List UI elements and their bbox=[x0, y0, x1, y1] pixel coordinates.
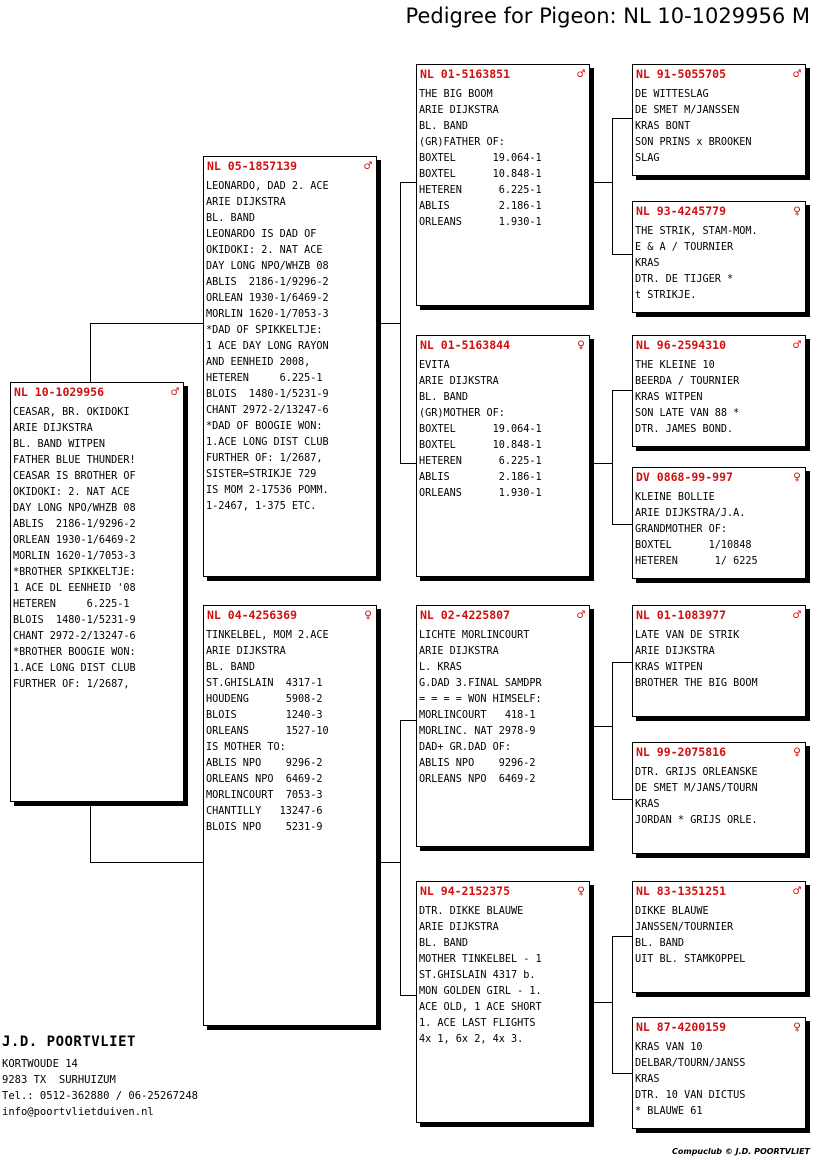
female-symbol-icon: ♀ bbox=[577, 337, 585, 353]
connector-line bbox=[377, 862, 401, 863]
pigeon-card-dam[interactable] bbox=[203, 605, 377, 1026]
pigeon-info-line: MORLIN 1620-1/7053-3 bbox=[13, 551, 136, 562]
pigeon-info-line: 1-2467, 1-375 ETC. bbox=[206, 501, 317, 512]
pigeon-card-sire-sire[interactable] bbox=[416, 64, 590, 306]
pigeon-info-line: t STRIKJE. bbox=[635, 290, 697, 301]
connector-line bbox=[400, 720, 417, 721]
pigeon-info-line: (GR)FATHER OF: bbox=[419, 137, 505, 148]
pigeon-card-sire[interactable] bbox=[203, 156, 377, 577]
pigeon-header bbox=[633, 65, 805, 81]
connector-line bbox=[590, 463, 613, 464]
pigeon-header bbox=[633, 336, 805, 352]
pigeon-card-sss[interactable] bbox=[632, 64, 806, 176]
breeder-address: KORTWOUDE 14 bbox=[2, 1058, 78, 1070]
pigeon-info-line: DIKKE BLAUWE bbox=[635, 906, 709, 917]
pigeon-info-line: 1.ACE LONG DIST CLUB bbox=[206, 437, 329, 448]
pigeon-info-line: LEONARDO IS DAD OF bbox=[206, 229, 317, 240]
pigeon-info-line: HETEREN 1/ 6225 bbox=[635, 556, 758, 567]
ring-number: NL 01-5163851 bbox=[420, 67, 511, 81]
pigeon-card-sds[interactable] bbox=[632, 335, 806, 447]
pigeon-card-dds[interactable] bbox=[632, 881, 806, 993]
ring-number: NL 96-2594310 bbox=[636, 338, 727, 352]
connector-line bbox=[90, 862, 204, 863]
male-symbol-icon: ♂ bbox=[171, 384, 179, 400]
pigeon-info-line: ABLIS 2186-1/9296-2 bbox=[13, 519, 136, 530]
pigeon-info-line: BLOIS 1240-3 bbox=[206, 710, 323, 721]
connector-line bbox=[400, 182, 417, 183]
pigeon-info-line: ARIE DIJKSTRA bbox=[419, 105, 499, 116]
connector-line bbox=[612, 254, 633, 255]
connector-line bbox=[590, 182, 613, 183]
pigeon-info-line: BL. BAND bbox=[419, 121, 469, 132]
pigeon-info-line: DAD+ GR.DAD OF: bbox=[419, 742, 512, 753]
pigeon-header bbox=[204, 157, 376, 173]
pigeon-info-line: ABLIS NPO 9296-2 bbox=[206, 758, 323, 769]
pigeon-header bbox=[417, 336, 589, 352]
connector-line bbox=[612, 662, 633, 663]
connector-line bbox=[612, 936, 613, 1074]
pigeon-info-line: *DAD OF SPIKKELTJE: bbox=[206, 325, 323, 336]
pigeon-description bbox=[635, 490, 805, 570]
pigeon-card-sdd[interactable] bbox=[632, 467, 806, 579]
pigeon-info-line: ORLEANS 1.930-1 bbox=[419, 488, 542, 499]
male-symbol-icon: ♂ bbox=[364, 158, 372, 174]
pigeon-card-ddd[interactable] bbox=[632, 1017, 806, 1129]
pigeon-info-line: ORLEANS 1527-10 bbox=[206, 726, 329, 737]
breeder-phone: Tel.: 0512-362880 / 06-25267248 bbox=[2, 1090, 198, 1102]
pigeon-description bbox=[635, 1040, 805, 1120]
male-symbol-icon: ♂ bbox=[577, 66, 585, 82]
pigeon-info-line: DE WITTESLAG bbox=[635, 89, 709, 100]
connector-line bbox=[590, 726, 613, 727]
pigeon-info-line: BL. BAND bbox=[419, 938, 469, 949]
pigeon-info-line: ARIE DIJKSTRA bbox=[419, 922, 499, 933]
pigeon-card-subject[interactable] bbox=[10, 382, 184, 802]
pigeon-info-line: ARIE DIJKSTRA bbox=[419, 376, 499, 387]
pigeon-info-line: ARIE DIJKSTRA bbox=[419, 646, 499, 657]
pigeon-header bbox=[417, 606, 589, 622]
pigeon-info-line: DE SMET M/JANSSEN bbox=[635, 105, 740, 116]
connector-line bbox=[612, 662, 613, 800]
pigeon-info-line: ORLEANS NPO 6469-2 bbox=[206, 774, 323, 785]
ring-number: NL 05-1857139 bbox=[207, 159, 298, 173]
pigeon-info-line: *BROTHER SPIKKELTJE: bbox=[13, 567, 136, 578]
breeder-name: J.D. POORTVLIET bbox=[2, 1034, 136, 1050]
pigeon-info-line: DELBAR/TOURN/JANSS bbox=[635, 1058, 746, 1069]
male-symbol-icon: ♂ bbox=[793, 66, 801, 82]
pigeon-description bbox=[206, 179, 376, 515]
pigeon-header bbox=[204, 606, 376, 622]
pigeon-info-line: CEASAR IS BROTHER OF bbox=[13, 471, 136, 482]
pigeon-description bbox=[635, 628, 805, 692]
pigeon-info-line: DTR. 10 VAN DICTUS bbox=[635, 1090, 746, 1101]
pigeon-description bbox=[635, 87, 805, 167]
connector-line bbox=[377, 323, 401, 324]
pigeon-info-line: FATHER BLUE THUNDER! bbox=[13, 455, 136, 466]
ring-number: NL 10-1029956 bbox=[14, 385, 105, 399]
pigeon-header bbox=[633, 202, 805, 218]
pigeon-info-line: SON PRINS x BROOKEN bbox=[635, 137, 752, 148]
pigeon-info-line: *BROTHER BOOGIE WON: bbox=[13, 647, 136, 658]
pigeon-header bbox=[11, 383, 183, 399]
pigeon-info-line: LICHTE MORLINCOURT bbox=[419, 630, 530, 641]
pigeon-info-line: SISTER=STRIKJE 729 bbox=[206, 469, 317, 480]
pigeon-info-line: BOXTEL 10.848-1 bbox=[419, 440, 542, 451]
pigeon-info-line: CHANTILLY 13247-6 bbox=[206, 806, 323, 817]
ring-number: NL 99-2075816 bbox=[636, 745, 727, 759]
pigeon-info-line: KRAS WITPEN bbox=[635, 392, 703, 403]
pigeon-info-line: THE KLEINE 10 bbox=[635, 360, 715, 371]
pigeon-description bbox=[206, 628, 376, 836]
pigeon-info-line: DTR. DE TIJGER * bbox=[635, 274, 734, 285]
pigeon-info-line: ST.GHISLAIN 4317-1 bbox=[206, 678, 323, 689]
connector-line bbox=[612, 118, 633, 119]
connector-line bbox=[590, 1002, 613, 1003]
pigeon-info-line: KRAS bbox=[635, 258, 660, 269]
pigeon-info-line: 1 ACE DAY LONG RAYON bbox=[206, 341, 329, 352]
pigeon-info-line: 4x 1, 6x 2, 4x 3. bbox=[419, 1034, 524, 1045]
page-title: Pedigree for Pigeon: NL 10-1029956 M bbox=[405, 4, 810, 28]
pigeon-info-line: OKIDOKI: 2. NAT ACE bbox=[206, 245, 323, 256]
pigeon-info-line: THE BIG BOOM bbox=[419, 89, 493, 100]
pigeon-header bbox=[633, 468, 805, 484]
pigeon-info-line: DTR. JAMES BOND. bbox=[635, 424, 734, 435]
female-symbol-icon: ♀ bbox=[793, 203, 801, 219]
pigeon-info-line: ARIE DIJKSTRA bbox=[206, 197, 286, 208]
pigeon-info-line: L. KRAS bbox=[419, 662, 462, 673]
connector-line bbox=[612, 524, 633, 525]
pigeon-info-line: SON LATE VAN 88 * bbox=[635, 408, 740, 419]
breeder-email[interactable]: info@poortvlietduiven.nl bbox=[2, 1106, 154, 1118]
pigeon-info-line: IS MOM 2-17536 POMM. bbox=[206, 485, 329, 496]
pigeon-card-dsd[interactable] bbox=[632, 742, 806, 854]
pigeon-info-line: MOTHER TINKELBEL - 1 bbox=[419, 954, 542, 965]
pigeon-header bbox=[417, 882, 589, 898]
pigeon-description bbox=[419, 358, 589, 502]
pigeon-info-line: THE STRIK, STAM-MOM. bbox=[635, 226, 758, 237]
pigeon-info-line: JORDAN * GRIJS ORLE. bbox=[635, 815, 758, 826]
pigeon-info-line: *DAD OF BOOGIE WON: bbox=[206, 421, 323, 432]
pigeon-info-line: BL. BAND bbox=[206, 662, 256, 673]
pigeon-info-line: TINKELBEL, MOM 2.ACE bbox=[206, 630, 329, 641]
pigeon-description bbox=[635, 224, 805, 304]
footer-credit: Compuclub © J.D. POORTVLIET bbox=[672, 1147, 810, 1156]
pigeon-info-line: OKIDOKI: 2. NAT ACE bbox=[13, 487, 130, 498]
pigeon-info-line: CHANT 2972-2/13247-6 bbox=[206, 405, 329, 416]
pigeon-info-line: KRAS VAN 10 bbox=[635, 1042, 703, 1053]
pigeon-info-line: E & A / TOURNIER bbox=[635, 242, 734, 253]
pigeon-info-line: KRAS BONT bbox=[635, 121, 691, 132]
pigeon-description bbox=[419, 904, 589, 1048]
pigeon-info-line: KLEINE BOLLIE bbox=[635, 492, 715, 503]
pigeon-header bbox=[633, 1018, 805, 1034]
ring-number: NL 01-1083977 bbox=[636, 608, 727, 622]
male-symbol-icon: ♂ bbox=[577, 607, 585, 623]
pigeon-info-line: MORLIN 1620-1/7053-3 bbox=[206, 309, 329, 320]
male-symbol-icon: ♂ bbox=[793, 607, 801, 623]
female-symbol-icon: ♀ bbox=[364, 607, 372, 623]
pigeon-header bbox=[633, 606, 805, 622]
pigeon-info-line: JANSSEN/TOURNIER bbox=[635, 922, 734, 933]
pigeon-info-line: ARIE DIJKSTRA bbox=[206, 646, 286, 657]
pigeon-info-line: BL. BAND WITPEN bbox=[13, 439, 106, 450]
pigeon-info-line: ARIE DIJKSTRA bbox=[13, 423, 93, 434]
pigeon-info-line: ACE OLD, 1 ACE SHORT bbox=[419, 1002, 542, 1013]
male-symbol-icon: ♂ bbox=[793, 337, 801, 353]
connector-line bbox=[400, 720, 401, 996]
pigeon-info-line: KRAS bbox=[635, 1074, 660, 1085]
pigeon-info-line: HETEREN 6.225-1 bbox=[419, 185, 542, 196]
pigeon-info-line: MORLINCOURT 418-1 bbox=[419, 710, 536, 721]
pigeon-info-line: BOXTEL 19.064-1 bbox=[419, 424, 542, 435]
connector-line bbox=[90, 323, 204, 324]
pigeon-card-ssd[interactable] bbox=[632, 201, 806, 313]
pigeon-description bbox=[635, 904, 805, 968]
pigeon-info-line: DAY LONG NPO/WHZB 08 bbox=[206, 261, 329, 272]
pigeon-info-line: HETEREN 6.225-1 bbox=[206, 373, 323, 384]
connector-line bbox=[612, 1073, 633, 1074]
pigeon-info-line: 1. ACE LAST FLIGHTS bbox=[419, 1018, 536, 1029]
pigeon-info-line: LEONARDO, DAD 2. ACE bbox=[206, 181, 329, 192]
pigeon-header bbox=[633, 743, 805, 759]
pigeon-card-dss[interactable] bbox=[632, 605, 806, 717]
pigeon-info-line: BOXTEL 19.064-1 bbox=[419, 153, 542, 164]
pigeon-info-line: ORLEANS NPO 6469-2 bbox=[419, 774, 536, 785]
pigeon-info-line: MORLINC. NAT 2978-9 bbox=[419, 726, 536, 737]
pigeon-info-line: G.DAD 3.FINAL SAMDPR bbox=[419, 678, 542, 689]
connector-line bbox=[400, 182, 401, 464]
pigeon-info-line: 1.ACE LONG DIST CLUB bbox=[13, 663, 136, 674]
ring-number: NL 94-2152375 bbox=[420, 884, 511, 898]
pigeon-info-line: BOXTEL 10.848-1 bbox=[419, 169, 542, 180]
pigeon-info-line: ORLEAN 1930-1/6469-2 bbox=[13, 535, 136, 546]
pigeon-info-line: BLOIS NPO 5231-9 bbox=[206, 822, 323, 833]
pigeon-info-line: KRAS WITPEN bbox=[635, 662, 703, 673]
pigeon-info-line: BLOIS 1480-1/5231-9 bbox=[206, 389, 329, 400]
pigeon-info-line: HETEREN 6.225-1 bbox=[419, 456, 542, 467]
pigeon-info-line: ARIE DIJKSTRA/J.A. bbox=[635, 508, 746, 519]
pigeon-info-line: UIT BL. STAMKOPPEL bbox=[635, 954, 746, 965]
female-symbol-icon: ♀ bbox=[793, 744, 801, 760]
ring-number: NL 91-5055705 bbox=[636, 67, 727, 81]
pigeon-info-line: GRANDMOTHER OF: bbox=[635, 524, 728, 535]
female-symbol-icon: ♀ bbox=[577, 883, 585, 899]
pigeon-info-line: DAY LONG NPO/WHZB 08 bbox=[13, 503, 136, 514]
breeder-city: 9283 TX SURHUIZUM bbox=[2, 1074, 116, 1086]
connector-line bbox=[612, 936, 633, 937]
pigeon-info-line: LATE VAN DE STRIK bbox=[635, 630, 740, 641]
pigeon-card-sire-dam[interactable] bbox=[416, 335, 590, 577]
pigeon-info-line: ABLIS 2.186-1 bbox=[419, 201, 542, 212]
pigeon-info-line: BL. BAND bbox=[419, 392, 469, 403]
connector-line bbox=[400, 463, 417, 464]
pigeon-info-line: CEASAR, BR. OKIDOKI bbox=[13, 407, 130, 418]
pigeon-info-line: 1 ACE DL EENHEID '08 bbox=[13, 583, 136, 594]
pigeon-info-line: BL. BAND bbox=[206, 213, 256, 224]
connector-line bbox=[612, 799, 633, 800]
pigeon-header bbox=[633, 882, 805, 898]
pigeon-info-line: ABLIS NPO 9296-2 bbox=[419, 758, 536, 769]
pigeon-card-dam-sire[interactable] bbox=[416, 605, 590, 847]
pigeon-info-line: MON GOLDEN GIRL - 1. bbox=[419, 986, 542, 997]
pigeon-description bbox=[419, 628, 589, 788]
ring-number: NL 02-4225807 bbox=[420, 608, 511, 622]
ring-number: DV 0868-99-997 bbox=[636, 470, 733, 484]
pigeon-info-line: BOXTEL 1/10848 bbox=[635, 540, 752, 551]
ring-number: NL 83-1351251 bbox=[636, 884, 727, 898]
breeder-block bbox=[2, 1034, 198, 1120]
pigeon-info-line: BLOIS 1480-1/5231-9 bbox=[13, 615, 136, 626]
pigeon-info-line: EVITA bbox=[419, 360, 450, 371]
pigeon-card-dam-dam[interactable] bbox=[416, 881, 590, 1123]
connector-line bbox=[612, 118, 613, 255]
pigeon-info-line: KRAS bbox=[635, 799, 660, 810]
pigeon-info-line: AND EENHEID 2008, bbox=[206, 357, 311, 368]
pigeon-info-line: ABLIS 2186-1/9296-2 bbox=[206, 277, 329, 288]
pigeon-info-line: ARIE DIJKSTRA bbox=[635, 646, 715, 657]
pigeon-info-line: ST.GHISLAIN 4317 b. bbox=[419, 970, 536, 981]
pigeon-info-line: ORLEANS 1.930-1 bbox=[419, 217, 542, 228]
pigeon-info-line: SLAG bbox=[635, 153, 660, 164]
ring-number: NL 87-4200159 bbox=[636, 1020, 727, 1034]
ring-number: NL 04-4256369 bbox=[207, 608, 298, 622]
pigeon-info-line: FURTHER OF: 1/2687, bbox=[13, 679, 130, 690]
pigeon-info-line: DTR. DIKKE BLAUWE bbox=[419, 906, 524, 917]
pigeon-description bbox=[635, 765, 805, 829]
pigeon-info-line: * BLAUWE 61 bbox=[635, 1106, 703, 1117]
pigeon-info-line: DE SMET M/JANS/TOURN bbox=[635, 783, 758, 794]
ring-number: NL 01-5163844 bbox=[420, 338, 511, 352]
pigeon-info-line: HOUDENG 5908-2 bbox=[206, 694, 323, 705]
pigeon-description bbox=[419, 87, 589, 231]
ring-number: NL 93-4245779 bbox=[636, 204, 727, 218]
connector-line bbox=[612, 390, 633, 391]
female-symbol-icon: ♀ bbox=[793, 469, 801, 485]
pigeon-info-line: (GR)MOTHER OF: bbox=[419, 408, 505, 419]
pigeon-info-line: ORLEAN 1930-1/6469-2 bbox=[206, 293, 329, 304]
pigeon-info-line: CHANT 2972-2/13247-6 bbox=[13, 631, 136, 642]
pigeon-info-line: DTR. GRIJS ORLEANSKE bbox=[635, 767, 758, 778]
pigeon-info-line: BL. BAND bbox=[635, 938, 685, 949]
connector-line bbox=[400, 995, 417, 996]
female-symbol-icon: ♀ bbox=[793, 1019, 801, 1035]
pigeon-info-line: MORLINCOURT 7053-3 bbox=[206, 790, 323, 801]
connector-line bbox=[612, 390, 613, 525]
pigeon-header bbox=[417, 65, 589, 81]
pigeon-info-line: = = = = WON HIMSELF: bbox=[419, 694, 542, 705]
pigeon-info-line: BROTHER THE BIG BOOM bbox=[635, 678, 758, 689]
pigeon-info-line: HETEREN 6.225-1 bbox=[13, 599, 130, 610]
pigeon-info-line: IS MOTHER TO: bbox=[206, 742, 286, 753]
pigeon-info-line: FURTHER OF: 1/2687, bbox=[206, 453, 323, 464]
pigeon-info-line: BEERDA / TOURNIER bbox=[635, 376, 740, 387]
pigeon-description bbox=[635, 358, 805, 438]
pigeon-info-line: ABLIS 2.186-1 bbox=[419, 472, 542, 483]
male-symbol-icon: ♂ bbox=[793, 883, 801, 899]
pigeon-description bbox=[13, 405, 183, 693]
